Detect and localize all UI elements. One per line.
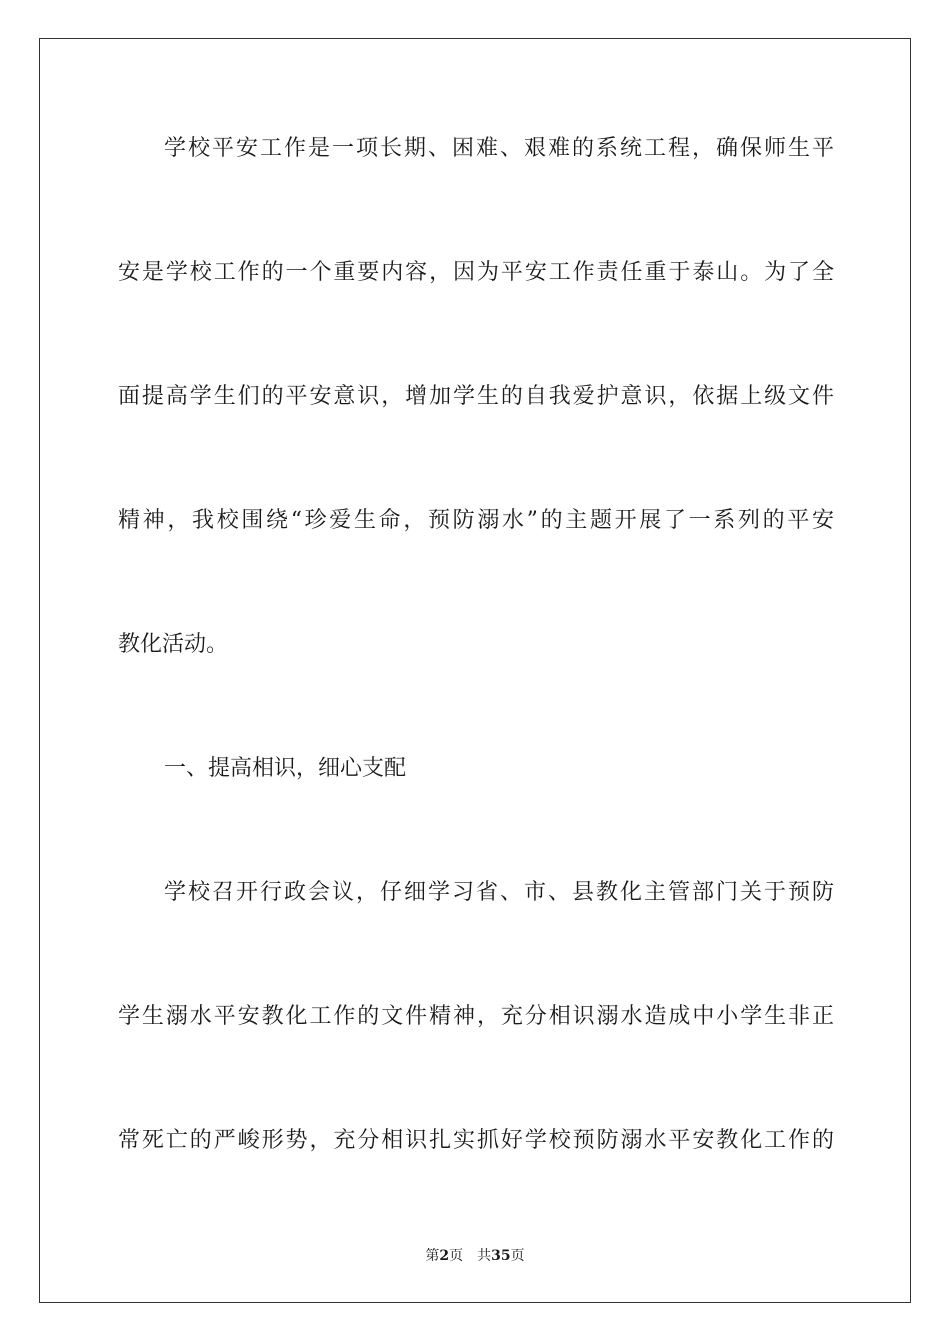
- paragraph-line: 精神，我校围绕“珍爱生命，预防溺水”的主题开展了一系列的平安: [118, 508, 834, 533]
- total-prefix: 共: [477, 1248, 492, 1264]
- paragraph-line: 学校平安工作是一项长期、困难、艰难的系统工程，确保师生平: [164, 136, 834, 161]
- paragraph-line: 面提高学生们的平安意识，增加学生的自我爱护意识，依据上级文件: [118, 384, 834, 409]
- page-suffix: 页: [449, 1248, 464, 1264]
- paragraph-line: 学校召开行政会议，仔细学习省、市、县教化主管部门关于预防: [164, 880, 834, 905]
- total-suffix: 页: [510, 1248, 525, 1264]
- total-pages: 35: [491, 1248, 511, 1264]
- page-number: 2: [439, 1248, 450, 1264]
- page-footer: [0, 1246, 950, 1266]
- page-border: [39, 38, 911, 1303]
- paragraph-line: 学生溺水平安教化工作的文件精神，充分相识溺水造成中小学生非正: [118, 1004, 834, 1029]
- section-heading: 一、提高相识，细心支配: [164, 756, 407, 781]
- page-prefix: 第: [425, 1248, 440, 1264]
- paragraph-line: 常死亡的严峻形势，充分相识扎实抓好学校预防溺水平安教化工作的: [118, 1128, 834, 1153]
- paragraph-line: 教化活动。: [118, 632, 229, 657]
- paragraph-line: 安是学校工作的一个重要内容，因为平安工作责任重于泰山。为了全: [118, 260, 834, 285]
